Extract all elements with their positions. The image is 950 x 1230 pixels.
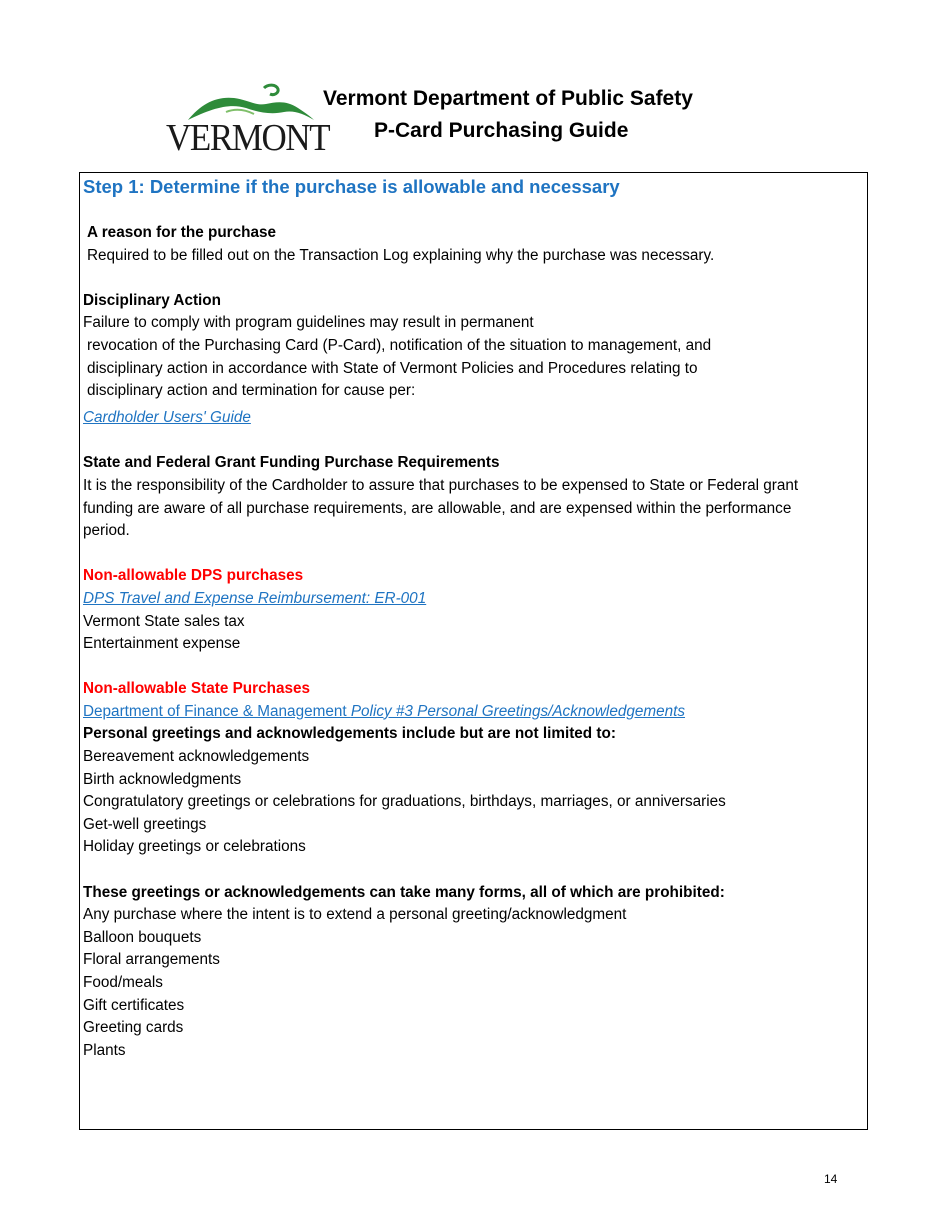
finance-link-text: Department of Finance & Management xyxy=(83,702,351,720)
disciplinary-line: revocation of the Purchasing Card (P-Card), notification of the situation to management, and xyxy=(87,336,712,354)
dps-travel-link[interactable]: DPS Travel and Expense Reimbursement: ER-001 xyxy=(83,589,427,607)
page-number: 14 xyxy=(824,1172,838,1186)
list-item: Greeting cards xyxy=(83,1019,184,1037)
list-item: Bereavement acknowledgements xyxy=(83,748,310,766)
logo-wordmark: VERMONT xyxy=(166,117,330,159)
list-item: Floral arrangements xyxy=(83,951,220,969)
list-item: Any purchase where the intent is to extend a personal greeting/acknowledgment xyxy=(83,906,627,924)
disciplinary-heading: Disciplinary Action xyxy=(83,291,221,309)
reason-text: Required to be filled out on the Transaction Log explaining why the purchase was necessary. xyxy=(87,246,715,264)
state-heading: Non-allowable State Purchases xyxy=(83,680,310,698)
grant-line: period. xyxy=(83,522,130,540)
document-subtitle: P-Card Purchasing Guide xyxy=(374,119,629,142)
prohibited-heading: These greetings or acknowledgements can take many forms, all of which are prohibited: xyxy=(83,883,725,901)
dps-heading: Non-allowable DPS purchases xyxy=(83,567,304,585)
vermont-logo xyxy=(166,82,330,159)
finance-policy-link[interactable] xyxy=(83,703,685,720)
mountain-logo-icon xyxy=(186,82,316,122)
disciplinary-line: Failure to comply with program guidelines may result in permanent xyxy=(83,314,534,332)
list-item: Food/meals xyxy=(83,974,163,991)
disciplinary-line: disciplinary action in accordance with State of Vermont Policies and Procedures relating to xyxy=(87,359,698,377)
step-heading: Step 1: Determine if the purchase is allowable and necessary xyxy=(83,176,620,197)
disciplinary-line: disciplinary action and termination for cause per: xyxy=(87,382,416,400)
content-box xyxy=(79,172,868,1130)
cardholder-guide-link[interactable]: Cardholder Users' Guide xyxy=(83,408,251,426)
list-item: Congratulatory greetings or celebrations for graduations, birthdays, marriages, or anniversaries xyxy=(83,793,726,811)
list-item: Get-well greetings xyxy=(83,815,207,833)
reason-heading: A reason for the purchase xyxy=(87,224,276,241)
list-item: Plants xyxy=(83,1041,126,1059)
content-body xyxy=(83,175,863,1062)
list-item: Holiday greetings or celebrations xyxy=(83,838,306,856)
grant-line: It is the responsibility of the Cardholder to assure that purchases to be expensed to State or Federal grant xyxy=(83,476,799,494)
grant-line: funding are aware of all purchase requirements, are allowable, and are expensed within the performance xyxy=(83,499,792,517)
list-item: Vermont State sales tax xyxy=(83,612,245,630)
list-item: Entertainment expense xyxy=(83,635,241,653)
greetings-subheading: Personal greetings and acknowledgements include but are not limited to: xyxy=(83,725,616,743)
document-header xyxy=(166,82,806,160)
list-item: Birth acknowledgments xyxy=(83,770,242,788)
document-title: Vermont Department of Public Safety xyxy=(323,87,693,110)
list-item: Gift certificates xyxy=(83,996,185,1014)
list-item: Balloon bouquets xyxy=(83,928,202,946)
policy-link-text: Policy #3 Personal Greetings/Acknowledgements xyxy=(350,702,686,720)
grant-heading: State and Federal Grant Funding Purchase Requirements xyxy=(83,454,500,472)
